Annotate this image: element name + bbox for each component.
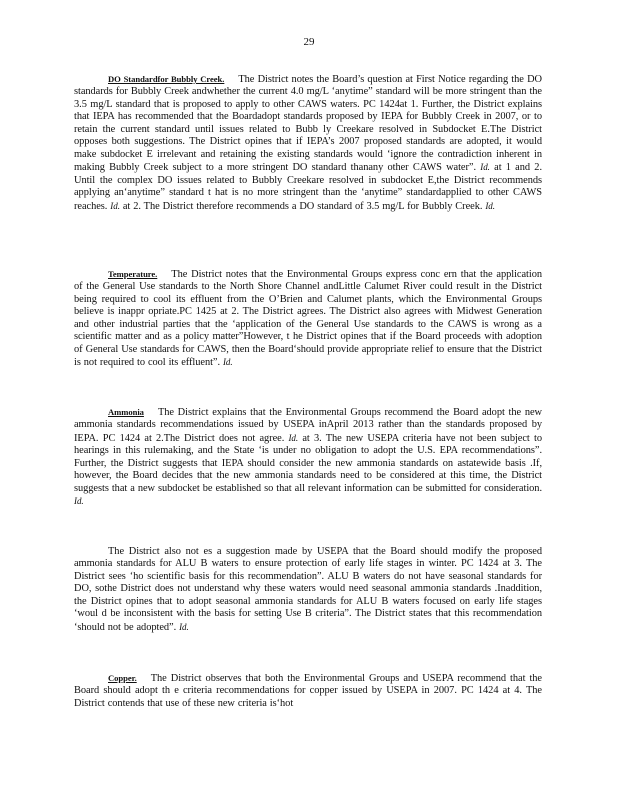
citation: Id. [485, 200, 495, 211]
section-heading: Temperature. [108, 269, 158, 279]
paragraph-ammonia-usepa-suggestion: The District also not es a suggestion made by USEPA that the Board should modify the proposed ammonia standards for ALU B waters to ensure protection of early life stages in winter. PC 1424 at 3. The District sees ‘ho scientific basis for this recommendation”. ALU B waters do not have seasonal standards for DO, sothe District does not understand why these waters would need seasonal ammonia standards .Inaddition, the District opines that to adopt seasonal ammonia standards for ALU B waters focused on early life stages ‘woul d be inconsistent with the basis for setting Use B criteria”. The District states that this recommendation ‘should not be adopted”. Id. [74, 546, 542, 633]
citation: Id. [110, 200, 120, 211]
section-heading: DO Standardfor Bubbly Creek. [108, 74, 225, 84]
citation: Id. [74, 496, 84, 507]
paragraph-ammonia: Ammonia The District explains that the Environmental Groups recommend the Board adopt the new ammonia standards recommendations issued by USEPA inApril 2013 rather than the standards proposed by IEPA. PC 1424 at 2.The District does not agree. Id. at 3. The new USEPA criteria have not been subject to hearings in this rulemaking, and the State ‘is under no obligation to adopt the U.S. EPA recommendations”. Further, the District suggests that IEPA should consider the new ammonia standards on astatewide basis .If, however, the Board decides that the new ammonia standards need to be considered at this time, the District suggests that a new subdocket be established so that all relevant information can be submitted for consideration. Id. [74, 407, 542, 507]
paragraph-copper: Copper. The District observes that both the Environmental Groups and USEPA recommend that the Board should adopt th e criteria recommendations for copper issued by USEPA in 2007. PC 1424 at 4. The District contends that use of these new criteria is‘hot [74, 673, 542, 709]
paragraph-do-standard-bubbly-creek: DO Standardfor Bubbly Creek. The District notes the Board’s question at First Notice regarding the DO standards for Bubbly Creek andwhether the current 4.0 mg/L ‘anytime” standard will be more stringent than the 3.5 mg/L standard that is proposed to apply to other CAWS waters. PC 1424at 1. Further, the District explains that IEPA has recommended that the Boardadopt standards proposed by IEPA for Bubbly Creek in 2007, or to retain the current standard until issues related to Bubb ly Creekare resolved in Subdocket E.The District opposes both suggestions. The District opines that if IEPA’s 2007 proposed standards are adopted, it would make subdocket E irrelevant and retaining the existing standards would ‘ignore the contradiction inherent in making Bubbly Creek subject to a more stringent DO standard thanany other CAWS water”. Id. at 1 and 2. Until the complex DO issues related to Bubbly Creekare resolved in subdocket E,the District recommends applying an‘anytime” standard t hat is no more stringent than the ‘anytime” standardapplied to other CAWS reaches. Id. at 2. The District therefore recommends a DO standard of 3.5 mg/L for Bubbly Creek. Id. [74, 74, 542, 212]
section-heading: Ammonia [108, 407, 144, 417]
section-heading: Copper. [108, 673, 137, 683]
citation: Id. [480, 162, 490, 173]
page-number: 29 [303, 36, 315, 48]
paragraph-temperature: Temperature. The District notes that the Environmental Groups express conc ern that the application of the General Use standards to the North Shore Channel andLittle Calumet River could result in the District being required to cool its effluent from the O’Brien and Calumet plants, which the Environmental Groups believe is inappr opriate.PC 1425 at 2. The District agrees. The District also agrees with Midwest Generation and other industrial parties that the ‘application of the General Use standards to the CAWS is wrong as a scientific matter and as a policy matter”However, t he District opines that if the Board proceeds with adoption of General Use standards for CAWS, then the Board‘should provide appropriate relief to ensure that the District is not required to cool its effluent”. Id. [74, 269, 542, 369]
citation: Id. [288, 432, 299, 443]
citation: Id. [222, 357, 233, 368]
citation: Id. [179, 621, 189, 632]
